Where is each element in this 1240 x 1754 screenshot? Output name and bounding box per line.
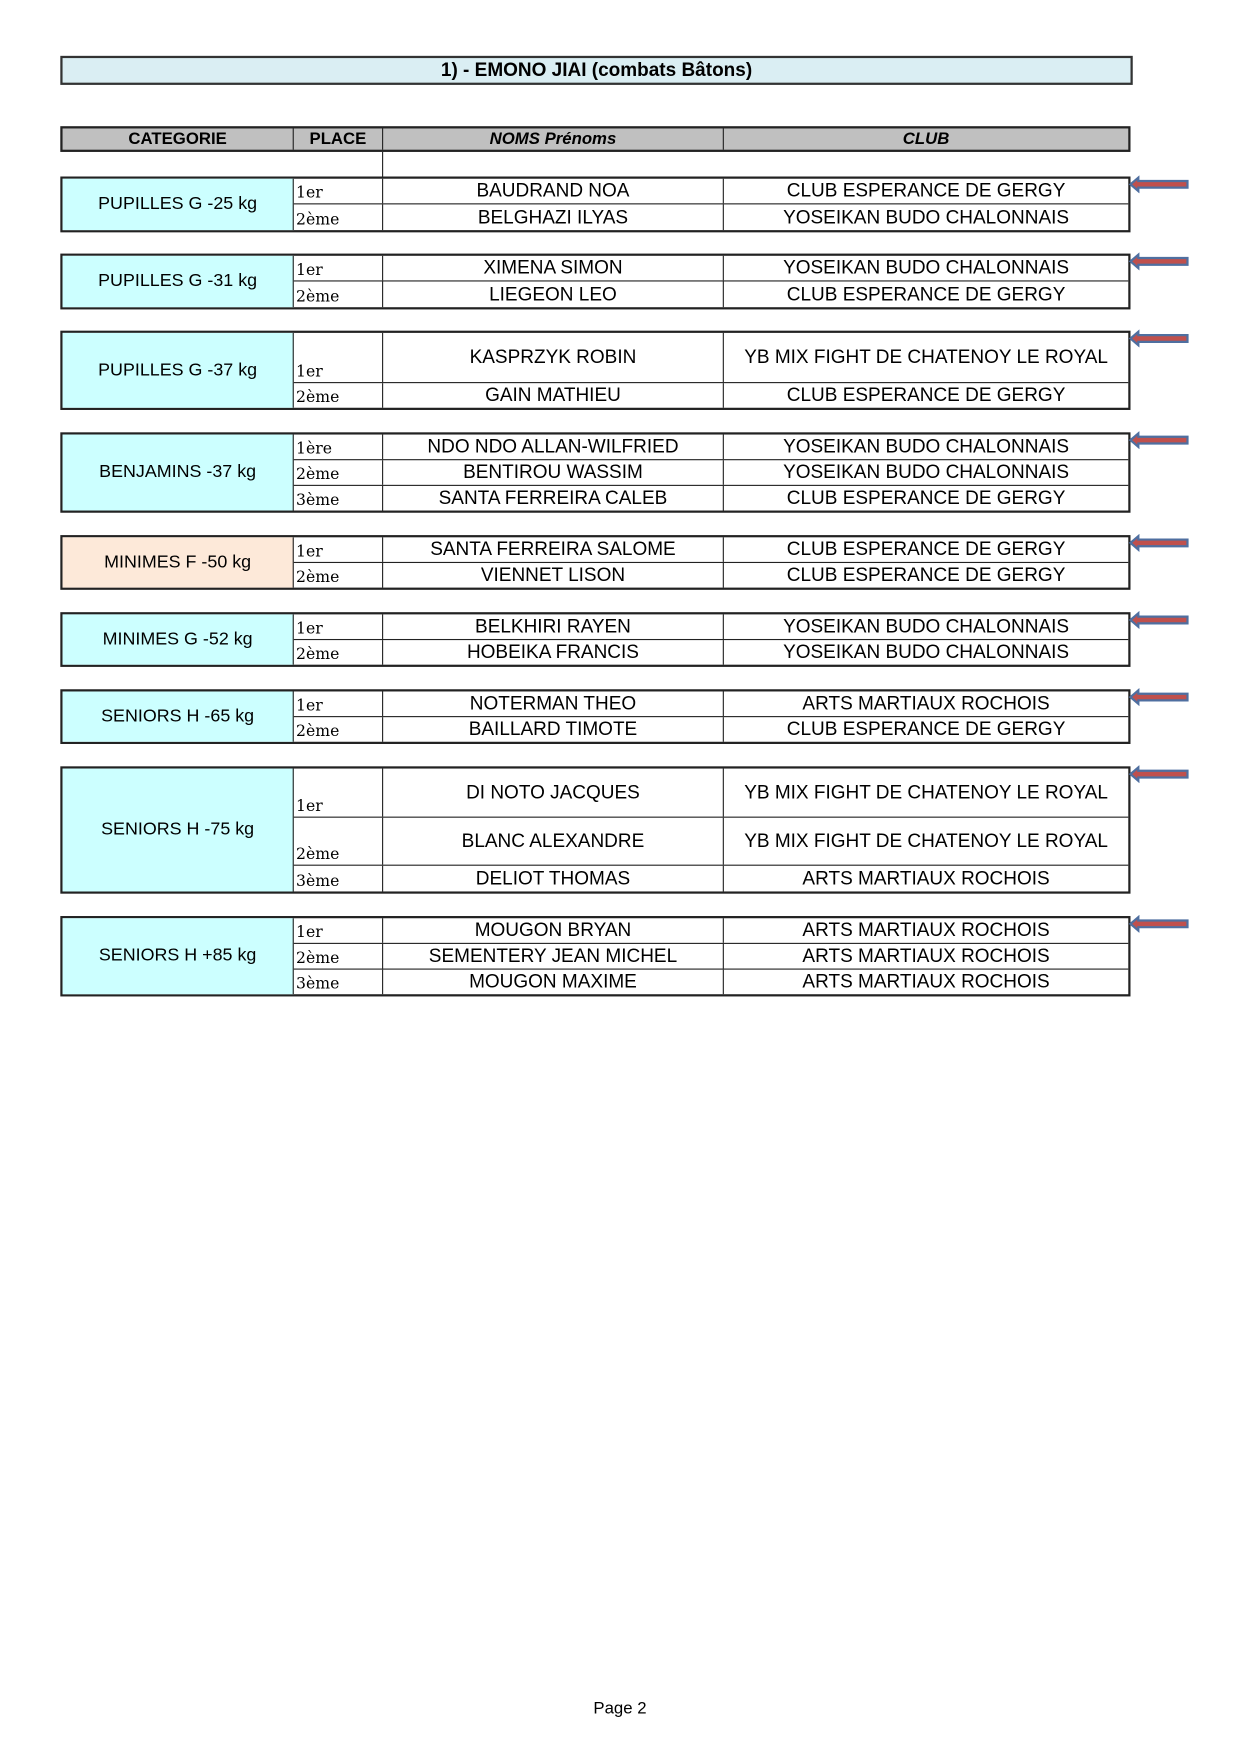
name-cell: BELKHIRI RAYEN bbox=[383, 614, 724, 639]
club-cell: ARTS MARTIAUX ROCHOIS bbox=[802, 867, 1050, 889]
name-cell: DELIOT THOMAS bbox=[383, 866, 724, 892]
club-cell: YOSEIKAN BUDO CHALONNAIS bbox=[783, 256, 1070, 279]
category-cell: SENIORS H -65 kg bbox=[63, 691, 294, 741]
table-row bbox=[294, 769, 1128, 818]
category-group bbox=[60, 916, 1130, 996]
place-cell: 2ème bbox=[294, 818, 383, 865]
name-cell: GAIN MATHIEU bbox=[383, 383, 724, 408]
arrow-left-icon bbox=[1128, 175, 1191, 193]
name-cell: SEMENTERY JEAN MICHEL bbox=[383, 944, 724, 969]
category-cell: PUPILLES G -25 kg bbox=[63, 179, 294, 230]
name-cell: BAUDRAND NOA bbox=[383, 179, 724, 204]
place-cell: 2ème bbox=[294, 282, 383, 308]
table-row bbox=[294, 435, 1128, 461]
name-cell: HOBEIKA FRANCIS bbox=[383, 640, 724, 665]
place-cell: 3ème bbox=[294, 970, 383, 995]
header-place: PLACE bbox=[294, 128, 383, 149]
table-row bbox=[294, 563, 1128, 588]
table-row bbox=[294, 640, 1128, 665]
club-cell: YB MIX FIGHT DE CHATENOY LE ROYAL bbox=[744, 830, 1108, 852]
place-cell: 3ème bbox=[294, 486, 383, 511]
club-cell: YB MIX FIGHT DE CHATENOY LE ROYAL bbox=[744, 346, 1108, 368]
place-cell: 3ème bbox=[294, 866, 383, 892]
name-cell: BAILLARD TIMOTE bbox=[383, 717, 724, 742]
club-cell: YOSEIKAN BUDO CHALONNAIS bbox=[783, 641, 1070, 663]
place-cell: 1er bbox=[294, 256, 383, 281]
table-row bbox=[294, 333, 1128, 383]
name-cell: KASPRZYK ROBIN bbox=[383, 333, 724, 382]
name-cell: BLANC ALEXANDRE bbox=[383, 818, 724, 865]
name-cell: SANTA FERREIRA SALOME bbox=[383, 537, 724, 562]
table-row bbox=[294, 970, 1128, 995]
club-cell: CLUB ESPERANCE DE GERGY bbox=[786, 283, 1066, 305]
club-cell: YOSEIKAN BUDO CHALONNAIS bbox=[783, 461, 1070, 483]
club-cell: YOSEIKAN BUDO CHALONNAIS bbox=[783, 615, 1070, 637]
category-cell: SENIORS H +85 kg bbox=[63, 918, 294, 994]
category-cell: BENJAMINS -37 kg bbox=[63, 435, 294, 511]
divider bbox=[382, 152, 383, 177]
name-cell: SANTA FERREIRA CALEB bbox=[383, 486, 724, 511]
category-cell: PUPILLES G -31 kg bbox=[63, 256, 294, 307]
club-cell: CLUB ESPERANCE DE GERGY bbox=[786, 564, 1066, 586]
table-row bbox=[294, 614, 1128, 640]
arrow-left-icon bbox=[1128, 688, 1191, 706]
table-row bbox=[294, 866, 1128, 892]
category-group bbox=[60, 535, 1130, 590]
name-cell: NDO NDO ALLAN-WILFRIED bbox=[383, 435, 724, 460]
category-group bbox=[60, 766, 1130, 893]
name-cell: DI NOTO JACQUES bbox=[383, 769, 724, 817]
name-cell: MOUGON BRYAN bbox=[383, 918, 724, 943]
header-club: CLUB bbox=[902, 129, 950, 149]
arrow-left-icon bbox=[1128, 431, 1191, 449]
page-number: Page 2 bbox=[593, 1699, 647, 1719]
club-cell: CLUB ESPERANCE DE GERGY bbox=[786, 538, 1066, 560]
name-cell: XIMENA SIMON bbox=[383, 256, 724, 281]
place-cell: 2ème bbox=[294, 640, 383, 665]
club-cell: CLUB ESPERANCE DE GERGY bbox=[786, 487, 1066, 509]
place-cell: 2ème bbox=[294, 204, 383, 230]
place-cell: 2ème bbox=[294, 717, 383, 742]
category-cell: MINIMES G -52 kg bbox=[63, 614, 294, 664]
club-cell: CLUB ESPERANCE DE GERGY bbox=[786, 718, 1066, 740]
place-cell: 2ème bbox=[294, 383, 383, 408]
place-cell: 1er bbox=[294, 691, 383, 716]
club-cell: ARTS MARTIAUX ROCHOIS bbox=[802, 692, 1050, 714]
table-header bbox=[60, 126, 1130, 152]
table-row bbox=[294, 691, 1128, 717]
place-cell: 2ème bbox=[294, 944, 383, 969]
table-row bbox=[294, 460, 1128, 486]
arrow-left-icon bbox=[1128, 765, 1191, 783]
section-title: 1) - EMONO JIAI (combats Bâtons) bbox=[60, 56, 1132, 85]
category-cell: PUPILLES G -37 kg bbox=[63, 333, 294, 408]
table-row bbox=[294, 282, 1128, 308]
category-group bbox=[60, 612, 1130, 667]
table-row bbox=[294, 179, 1128, 205]
place-cell: 1er bbox=[294, 179, 383, 204]
table-row bbox=[294, 717, 1128, 742]
name-cell: VIENNET LISON bbox=[383, 563, 724, 588]
name-cell: BENTIROU WASSIM bbox=[383, 460, 724, 485]
place-cell: 1ère bbox=[294, 435, 383, 460]
category-group bbox=[60, 254, 1130, 310]
header-categorie: CATEGORIE bbox=[63, 128, 294, 149]
place-cell: 1er bbox=[294, 918, 383, 943]
place-cell: 1er bbox=[294, 537, 383, 562]
arrow-left-icon bbox=[1128, 252, 1191, 270]
place-cell: 1er bbox=[294, 333, 383, 382]
club-cell: YOSEIKAN BUDO CHALONNAIS bbox=[783, 206, 1070, 228]
category-group bbox=[60, 331, 1130, 410]
club-cell: ARTS MARTIAUX ROCHOIS bbox=[802, 970, 1050, 992]
table-row bbox=[294, 204, 1128, 230]
table-row bbox=[294, 383, 1128, 408]
arrow-left-icon bbox=[1128, 611, 1191, 629]
category-group bbox=[60, 177, 1130, 233]
table-row bbox=[294, 944, 1128, 970]
table-row bbox=[294, 486, 1128, 511]
category-cell: SENIORS H -75 kg bbox=[63, 769, 294, 892]
name-cell: MOUGON MAXIME bbox=[383, 970, 724, 995]
arrow-left-icon bbox=[1128, 915, 1191, 933]
category-group bbox=[60, 689, 1130, 744]
table-row bbox=[294, 918, 1128, 944]
club-cell: ARTS MARTIAUX ROCHOIS bbox=[802, 919, 1050, 941]
name-cell: NOTERMAN THEO bbox=[383, 691, 724, 716]
club-cell: CLUB ESPERANCE DE GERGY bbox=[786, 179, 1066, 202]
table-row bbox=[294, 537, 1128, 563]
table-row bbox=[294, 256, 1128, 282]
category-group bbox=[60, 432, 1130, 512]
name-cell: BELGHAZI ILYAS bbox=[383, 204, 724, 230]
name-cell: LIEGEON LEO bbox=[383, 282, 724, 308]
place-cell: 1er bbox=[294, 769, 383, 817]
club-cell: CLUB ESPERANCE DE GERGY bbox=[786, 384, 1066, 406]
table-row bbox=[294, 818, 1128, 866]
club-cell: YOSEIKAN BUDO CHALONNAIS bbox=[783, 435, 1070, 457]
header-noms: NOMS Prénoms bbox=[383, 128, 724, 149]
arrow-left-icon bbox=[1128, 534, 1191, 552]
arrow-left-icon bbox=[1128, 330, 1191, 348]
club-cell: ARTS MARTIAUX ROCHOIS bbox=[802, 945, 1050, 967]
place-cell: 2ème bbox=[294, 460, 383, 485]
category-cell: MINIMES F -50 kg bbox=[63, 537, 294, 587]
place-cell: 1er bbox=[294, 614, 383, 639]
place-cell: 2ème bbox=[294, 563, 383, 588]
club-cell: YB MIX FIGHT DE CHATENOY LE ROYAL bbox=[744, 781, 1108, 803]
